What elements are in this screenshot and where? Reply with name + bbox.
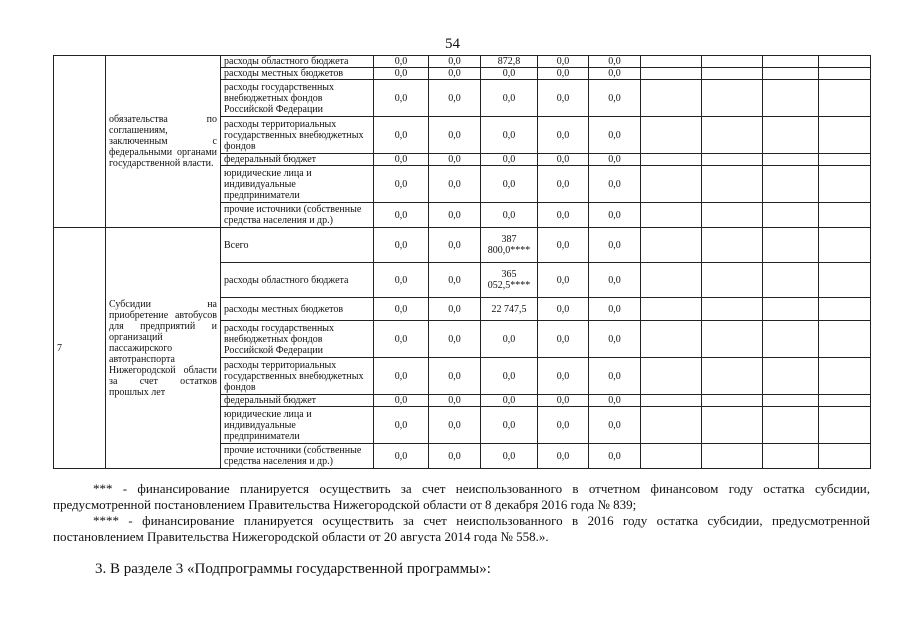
- empty-cell: [763, 154, 819, 166]
- empty-cell: [641, 298, 702, 321]
- empty-cell: [641, 444, 702, 469]
- value-cell: 0,0: [374, 117, 429, 154]
- funding-source: расходы территориальных государственных внебюджетных фондов: [221, 358, 374, 395]
- empty-cell: [763, 407, 819, 444]
- value-cell: 0,0: [589, 407, 641, 444]
- value-cell: 0,0: [429, 263, 481, 298]
- value-cell: 0,0: [429, 203, 481, 228]
- empty-cell: [819, 80, 871, 117]
- value-cell: 0,0: [589, 56, 641, 68]
- empty-cell: [819, 154, 871, 166]
- empty-cell: [641, 228, 702, 263]
- value-cell: 0,0: [589, 68, 641, 80]
- value-cell: 0,0: [481, 321, 538, 358]
- empty-cell: [763, 263, 819, 298]
- block2-description: Субсидии на приобретение автобусов для предприятий и организаций пассажирского автотранспорта Нижегородской области за счет остатков прошлых лет: [106, 228, 221, 469]
- value-cell: 0,0: [589, 358, 641, 395]
- value-cell: 0,0: [374, 68, 429, 80]
- funding-source: юридические лица и индивидуальные предприниматели: [221, 166, 374, 203]
- funding-source: федеральный бюджет: [221, 395, 374, 407]
- empty-cell: [702, 395, 763, 407]
- empty-cell: [763, 68, 819, 80]
- funding-source: федеральный бюджет: [221, 154, 374, 166]
- empty-cell: [763, 321, 819, 358]
- empty-cell: [819, 166, 871, 203]
- value-cell: 0,0: [374, 358, 429, 395]
- value-cell: 0,0: [538, 358, 589, 395]
- empty-cell: [641, 154, 702, 166]
- value-cell: 0,0: [589, 154, 641, 166]
- value-cell: 0,0: [538, 407, 589, 444]
- funding-source: расходы территориальных государственных внебюджетных фондов: [221, 117, 374, 154]
- funding-source: расходы государственных внебюджетных фондов Российской Федерации: [221, 80, 374, 117]
- funding-source: расходы областного бюджета: [221, 56, 374, 68]
- value-cell: 0,0: [538, 395, 589, 407]
- empty-cell: [819, 444, 871, 469]
- value-cell: 0,0: [429, 117, 481, 154]
- empty-cell: [702, 263, 763, 298]
- value-cell: 0,0: [589, 80, 641, 117]
- value-cell: 0,0: [481, 203, 538, 228]
- empty-cell: [641, 395, 702, 407]
- value-cell: 0,0: [538, 166, 589, 203]
- value-cell: 0,0: [538, 56, 589, 68]
- value-cell: 0,0: [429, 228, 481, 263]
- value-cell: 0,0: [374, 166, 429, 203]
- value-cell: 0,0: [481, 166, 538, 203]
- empty-cell: [763, 166, 819, 203]
- empty-cell: [702, 68, 763, 80]
- value-cell: 0,0: [374, 298, 429, 321]
- empty-cell: [819, 203, 871, 228]
- empty-cell: [641, 56, 702, 68]
- empty-cell: [641, 203, 702, 228]
- value-cell: 0,0: [429, 68, 481, 80]
- empty-cell: [702, 154, 763, 166]
- funding-source: расходы государственных внебюджетных фондов Российской Федерации: [221, 321, 374, 358]
- empty-cell: [641, 68, 702, 80]
- value-cell: 0,0: [374, 395, 429, 407]
- empty-cell: [641, 358, 702, 395]
- value-cell: 0,0: [374, 263, 429, 298]
- block2-number: 7: [54, 228, 106, 469]
- value-cell: 0,0: [429, 321, 481, 358]
- value-cell: 0,0: [429, 56, 481, 68]
- value-cell: 0,0: [538, 298, 589, 321]
- value-cell: 872,8: [481, 56, 538, 68]
- value-cell: 0,0: [589, 263, 641, 298]
- empty-cell: [819, 68, 871, 80]
- value-cell: 0,0: [481, 154, 538, 166]
- value-cell: 0,0: [429, 80, 481, 117]
- value-cell: 0,0: [374, 321, 429, 358]
- value-cell: 0,0: [481, 395, 538, 407]
- funding-source: Всего: [221, 228, 374, 263]
- empty-cell: [763, 395, 819, 407]
- empty-cell: [763, 298, 819, 321]
- footnote-triple-star: *** - финансирование планируется осуществить за счет неиспользованного в отчетном финансовом году остатка субсидии, предусмотренной постановлением Правительства Нижегородской области от 8 декабря 2016 года № 839;: [53, 481, 870, 512]
- value-cell: 0,0: [374, 228, 429, 263]
- empty-cell: [702, 80, 763, 117]
- empty-cell: [641, 263, 702, 298]
- empty-cell: [763, 358, 819, 395]
- empty-cell: [641, 117, 702, 154]
- value-cell: 0,0: [538, 263, 589, 298]
- empty-cell: [702, 117, 763, 154]
- value-cell: 0,0: [589, 395, 641, 407]
- funding-table: [53, 55, 871, 469]
- value-cell: 0,0: [374, 154, 429, 166]
- value-cell: 0,0: [589, 117, 641, 154]
- empty-cell: [819, 228, 871, 263]
- empty-cell: [819, 358, 871, 395]
- empty-cell: [641, 166, 702, 203]
- value-cell: 0,0: [374, 407, 429, 444]
- value-cell: 0,0: [589, 321, 641, 358]
- block1-number: [54, 56, 106, 228]
- value-cell: 0,0: [374, 56, 429, 68]
- value-cell: 0,0: [429, 358, 481, 395]
- value-cell: 0,0: [429, 166, 481, 203]
- block1-description: обязательства по соглашениям, заключенным с федеральными органами государственной власти.: [106, 56, 221, 228]
- table-body: [54, 56, 871, 469]
- empty-cell: [763, 444, 819, 469]
- value-cell: 0,0: [538, 154, 589, 166]
- empty-cell: [702, 444, 763, 469]
- empty-cell: [819, 395, 871, 407]
- empty-cell: [702, 166, 763, 203]
- value-cell: 0,0: [538, 68, 589, 80]
- value-cell: 0,0: [589, 298, 641, 321]
- empty-cell: [702, 321, 763, 358]
- empty-cell: [641, 80, 702, 117]
- empty-cell: [819, 321, 871, 358]
- empty-cell: [819, 298, 871, 321]
- value-cell: 0,0: [429, 444, 481, 469]
- table-row: [54, 56, 871, 68]
- value-cell: 0,0: [374, 80, 429, 117]
- page-number: 54: [445, 36, 460, 52]
- empty-cell: [763, 203, 819, 228]
- value-cell: 0,0: [481, 117, 538, 154]
- value-cell: 0,0: [481, 80, 538, 117]
- empty-cell: [819, 263, 871, 298]
- funding-source: расходы местных бюджетов: [221, 298, 374, 321]
- empty-cell: [702, 407, 763, 444]
- empty-cell: [641, 407, 702, 444]
- value-cell: 0,0: [538, 444, 589, 469]
- value-cell: 0,0: [538, 228, 589, 263]
- value-cell: 0,0: [429, 154, 481, 166]
- empty-cell: [763, 80, 819, 117]
- empty-cell: [763, 56, 819, 68]
- value-cell: 0,0: [589, 444, 641, 469]
- value-cell: 0,0: [481, 407, 538, 444]
- value-cell: 0,0: [589, 203, 641, 228]
- value-cell: 0,0: [538, 203, 589, 228]
- value-cell: 0,0: [481, 68, 538, 80]
- value-cell: 0,0: [429, 298, 481, 321]
- value-cell: 0,0: [429, 407, 481, 444]
- value-cell: 0,0: [374, 203, 429, 228]
- funding-source: юридические лица и индивидуальные предприниматели: [221, 407, 374, 444]
- value-cell: 387 800,0****: [481, 228, 538, 263]
- value-cell: 0,0: [481, 444, 538, 469]
- value-cell: 0,0: [589, 166, 641, 203]
- value-cell: 0,0: [538, 80, 589, 117]
- value-cell: 0,0: [538, 117, 589, 154]
- empty-cell: [641, 321, 702, 358]
- value-cell: 22 747,5: [481, 298, 538, 321]
- value-cell: 0,0: [538, 321, 589, 358]
- empty-cell: [702, 203, 763, 228]
- empty-cell: [819, 56, 871, 68]
- footnote-quad-star: **** - финансирование планируется осуществить за счет неиспользованного в 2016 году остатка субсидии, предусмотренной постановлением Правительства Нижегородской области от 20 августа 2014 года № 558.».: [53, 513, 870, 544]
- empty-cell: [702, 298, 763, 321]
- funding-source: прочие источники (собственные средства населения и др.): [221, 444, 374, 469]
- funding-source: расходы местных бюджетов: [221, 68, 374, 80]
- empty-cell: [819, 117, 871, 154]
- empty-cell: [702, 228, 763, 263]
- empty-cell: [702, 56, 763, 68]
- funding-source: расходы областного бюджета: [221, 263, 374, 298]
- value-cell: 0,0: [481, 358, 538, 395]
- value-cell: 0,0: [374, 444, 429, 469]
- funding-source: прочие источники (собственные средства населения и др.): [221, 203, 374, 228]
- value-cell: 365 052,5****: [481, 263, 538, 298]
- value-cell: 0,0: [589, 228, 641, 263]
- empty-cell: [819, 407, 871, 444]
- empty-cell: [763, 117, 819, 154]
- value-cell: 0,0: [429, 395, 481, 407]
- empty-cell: [702, 358, 763, 395]
- table-row: [54, 228, 871, 263]
- empty-cell: [763, 228, 819, 263]
- section-heading: 3. В разделе 3 «Подпрограммы государственной программы»:: [95, 561, 491, 577]
